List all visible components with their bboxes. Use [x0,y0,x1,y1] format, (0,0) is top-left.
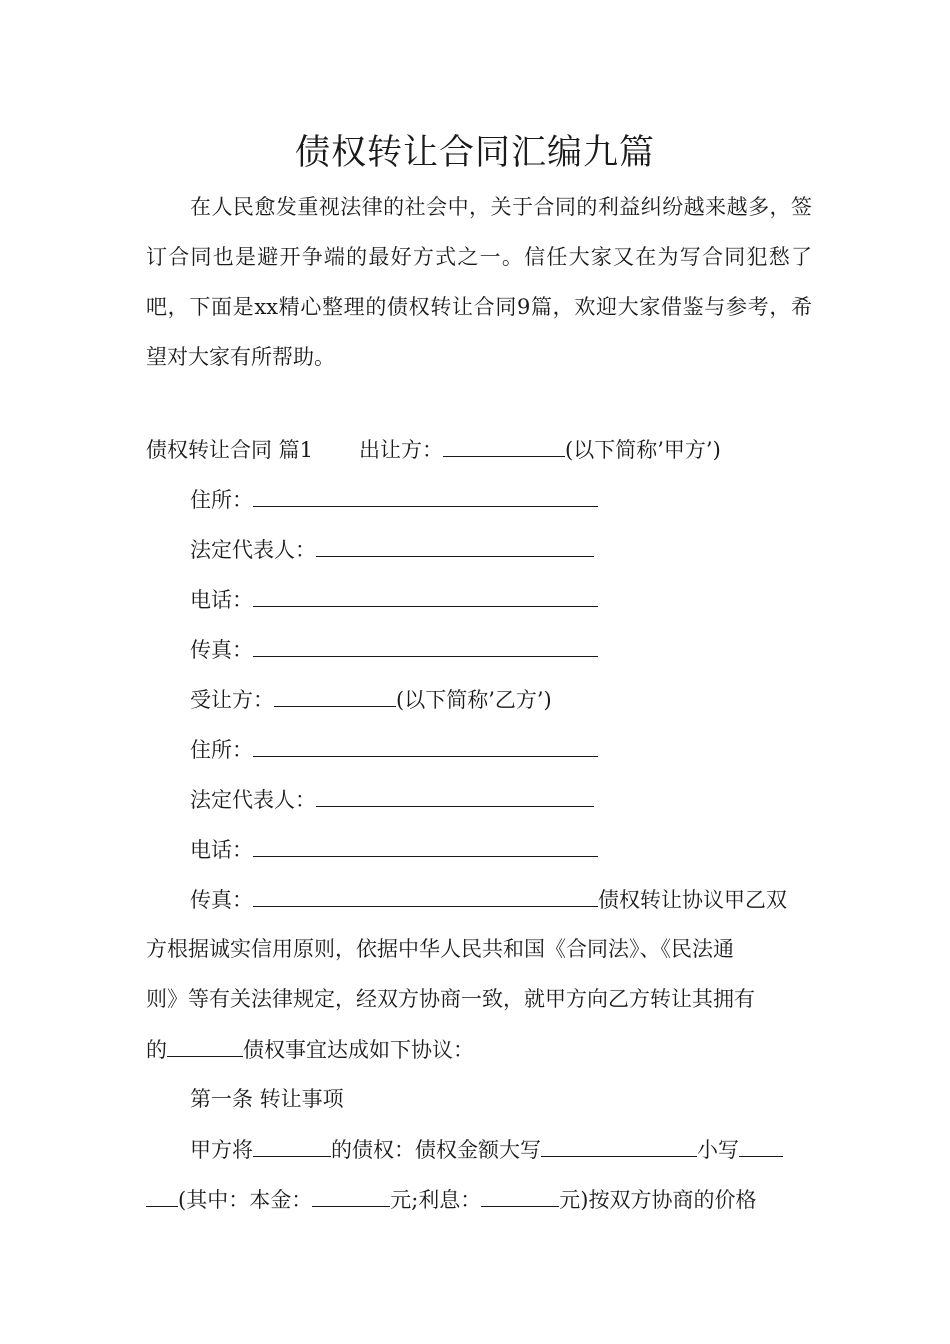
transferee-line [190,684,552,715]
agreement-line-4-prefix: 的 [146,1038,167,1062]
transferor-label: 出让方： [359,438,444,462]
document-title: 债权转让合同汇编九篇 [294,133,655,173]
interest-blank [481,1184,559,1207]
amount-lowercase-blank-start [739,1134,783,1157]
transferor-blank [443,434,565,457]
article-1-text-b1: (其中：本金： [178,1188,313,1212]
article-1-text-a3: 小写 [697,1138,739,1162]
party-b-address-label: 住所： [190,738,253,762]
agreement-head: 债权转让协议甲乙双 [598,888,787,912]
party-b-fax-line [190,884,787,915]
party-a-phone-blank [253,584,598,607]
amount-lowercase-blank-end [146,1184,178,1207]
amount-uppercase-blank [541,1134,697,1157]
party-a-fax-label: 传真： [190,638,253,662]
party-a-rep-label: 法定代表人： [190,538,316,562]
party-a-rep-blank [316,534,594,557]
party-b-fax-label: 传真： [190,888,253,912]
party-a-fax-line [190,634,598,665]
agreement-line-4-text: 债权事宜达成如下协议： [243,1038,474,1062]
article-1-text-a1: 甲方将 [190,1138,253,1162]
party-b-phone-blank [253,834,598,857]
contract-heading-line [146,434,721,465]
party-b-rep-line [190,784,594,815]
party-b-address-line [190,734,598,765]
agreement-line-4 [146,1034,474,1065]
agreement-line-3: 则》等有关法律规定，经双方协商一致，就甲方向乙方转让其拥有 [146,987,755,1011]
article-1-text-b3: 元)按双方协商的价格 [559,1188,757,1212]
debt-blank [167,1034,243,1057]
party-b-address-blank [253,734,598,757]
creditor-blank [253,1134,331,1157]
party-a-rep-line [190,534,594,565]
article-1-text-b2: 元;利息： [390,1188,482,1212]
article-1-title: 第一条 转让事项 [190,1087,344,1111]
party-a-address-label: 住所： [190,488,253,512]
party-b-phone-label: 电话： [190,838,253,862]
transferor-suffix: (以下简称’甲方’) [565,438,721,462]
party-b-rep-blank [316,784,594,807]
agreement-line-2: 方根据诚实信用原则，依据中华人民共和国《合同法》、《民法通 [146,937,734,961]
transferee-suffix: (以下简称’乙方’) [396,688,552,712]
article-1-line-1 [190,1134,783,1165]
party-b-fax-blank [253,884,598,907]
transferee-blank [274,684,396,707]
intro-paragraph: 在人民愈发重视法律的社会中，关于合同的利益纠纷越来越多，签订合同也是避开争端的最好方式之一。信任大家又在为写合同犯愁了吧，下面是xx精心整理的债权转让合同9篇，欢迎大家借鉴与参考，希望对大家有所帮助。 [146,195,812,369]
party-a-address-blank [253,484,598,507]
party-a-fax-blank [253,634,598,657]
party-b-rep-label: 法定代表人： [190,788,316,812]
party-b-phone-line [190,834,598,865]
article-1-text-a2: 的债权：债权金额大写 [331,1138,541,1162]
party-a-phone-label: 电话： [190,588,253,612]
article-1-line-2 [146,1184,756,1215]
contract-heading: 债权转让合同 篇1 [146,438,314,462]
transferee-label: 受让方： [190,688,274,712]
party-a-phone-line [190,584,598,615]
principal-blank [312,1184,390,1207]
party-a-address-line [190,484,598,515]
